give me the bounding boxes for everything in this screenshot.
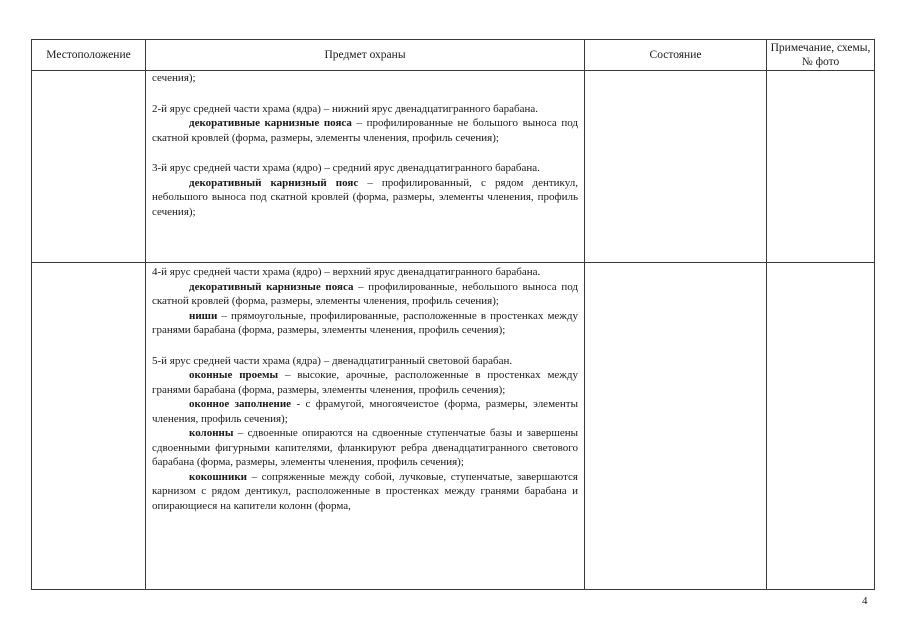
item-description: – профилированные не большого выноса под скатной кровлей (форма, размеры, элементы членения, профиль сечения);: [152, 117, 578, 144]
subject-item: [152, 470, 578, 514]
item-term: оконное заполнение: [189, 398, 292, 410]
header-note: Примечание, схемы, № фото: [767, 40, 875, 71]
subject-item: [152, 280, 578, 309]
subject-item: [152, 116, 578, 145]
item-description: - с фрамугой, многоячеистое (форма, размеры, элементы членения, профиль сечения);: [152, 398, 578, 425]
subject-text: сечения);: [152, 72, 196, 84]
note-cell: [767, 263, 875, 590]
protection-subject-table: [31, 39, 875, 590]
item-description: – сопряженные между собой, лучковые, ступенчатые, завершаются карнизом с рядом дентикул, расположенные в простенках между гранями барабана и опирающиеся на капители колонн (форма,: [152, 470, 578, 512]
subject-item: [152, 426, 578, 470]
item-term: ниши: [189, 309, 218, 322]
tier-heading: 4-й ярус средней части храма (ядро) – верхний ярус двенадцатигранного барабана.: [152, 266, 541, 278]
location-cell: [32, 71, 146, 263]
item-term: декоративный карнизные пояса: [189, 280, 354, 293]
item-description: – профилированный, с рядом дентикул, небольшого выноса под скатной кровлей (форма, размеры, элементы членения, профиль сечения);: [152, 176, 578, 218]
item-description: – прямоугольные, профилированные, расположенные в простенках между гранями барабана (форма, размеры, элементы членения, профиль сечения);: [152, 309, 578, 336]
header-state: Состояние: [585, 40, 767, 71]
location-cell: [32, 263, 146, 590]
tier-heading: 2-й ярус средней части храма (ядра) – нижний ярус двенадцатигранного барабана.: [152, 102, 538, 115]
subject-cell: [146, 263, 585, 590]
state-cell: [585, 263, 767, 590]
tier-heading: 3-й ярус средней части храма (ядро) – средний ярус двенадцатигранного барабана.: [152, 162, 540, 174]
item-description: – высокие, арочные, расположенные в простенках между гранями барабана (форма, размеры, элементы членения, профиль сечения);: [152, 369, 579, 396]
tier-heading: 5-й ярус средней части храма (ядра) – двенадцатигранный световой барабан.: [152, 354, 513, 367]
table-header-row: [32, 40, 875, 71]
item-term: колонны: [189, 427, 234, 439]
note-cell: [767, 71, 875, 263]
table-row: [32, 263, 875, 590]
subject-cell: [146, 71, 585, 263]
subject-item: [152, 397, 578, 426]
page-number: 4: [862, 595, 868, 607]
subject-item: [152, 176, 578, 220]
subject-item: [152, 309, 578, 338]
item-term: кокошники: [189, 470, 248, 483]
item-term: декоративные карнизные пояса: [189, 117, 352, 129]
header-subject: Предмет охраны: [146, 40, 585, 71]
item-description: – профилированные, небольшого выноса под скатной кровлей (форма, размеры, элементы членения, профиль сечения);: [152, 280, 579, 307]
header-location: Местоположение: [32, 40, 146, 71]
item-description: – сдвоенные опираются на сдвоенные ступенчатые базы и завершены сдвоенными фигурными капителями, фланкируют ребра двенадцатигранного светового барабана (форма, размеры, элементы членения, профиль сечения);: [152, 427, 578, 468]
item-term: декоративный карнизный пояс: [189, 176, 359, 189]
state-cell: [585, 71, 767, 263]
item-term: оконные проемы: [189, 369, 279, 381]
table-row: [32, 71, 875, 263]
subject-item: [152, 368, 578, 397]
